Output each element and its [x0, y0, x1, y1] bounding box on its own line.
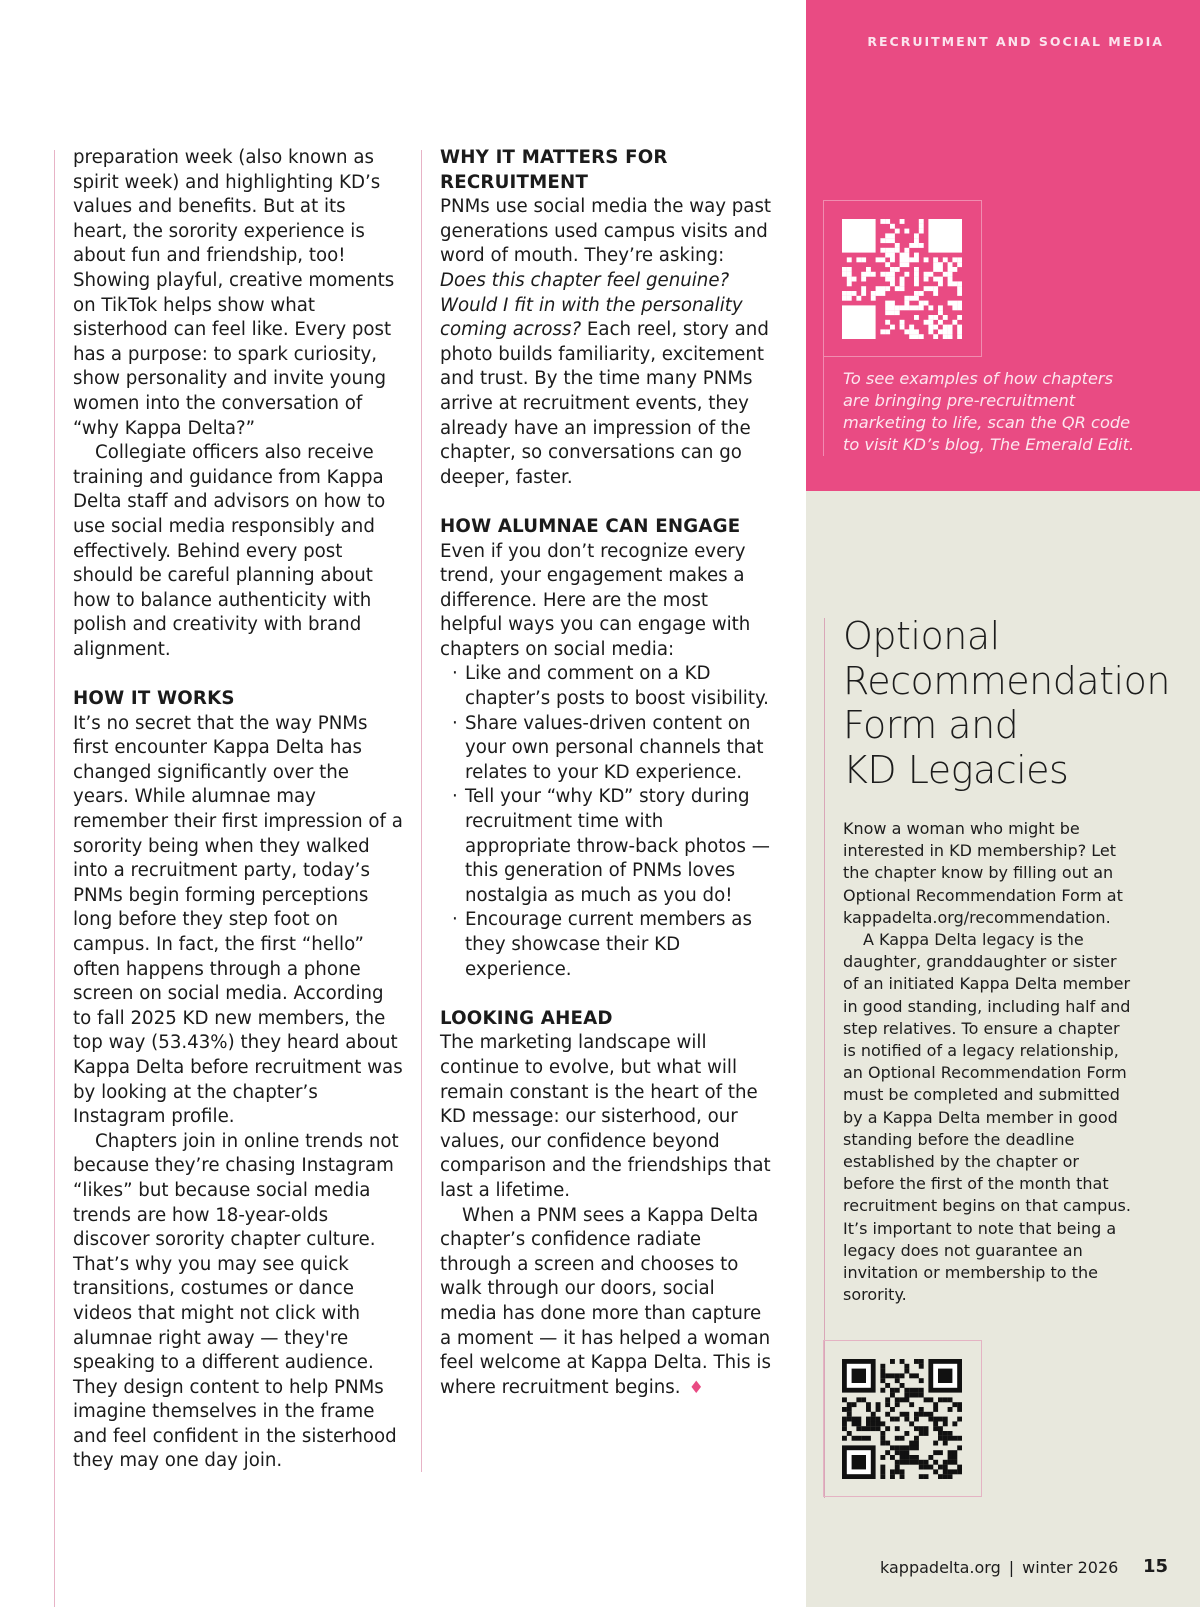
paragraph: [440, 1204, 772, 1401]
section-heading: WHY IT MATTERS FOR RECRUITMENT: [440, 147, 668, 193]
title-line: Form and: [843, 703, 1019, 747]
qr-code-frame: [823, 200, 982, 357]
diamond-end-mark-icon: ♦: [688, 1377, 704, 1398]
text-run: Each reel, story and photo builds familiarity, excitement and trust. By the time many PNMs arrive at recruitment events, they already have an impression of the chapter, so conversations can go deeper, faster.: [440, 319, 769, 488]
list-item: · Tell your “why KD” story during recruitment time with appropriate throw-back photos — this generation of PNMs loves nostalgia as much as you do!: [452, 785, 772, 908]
qr-code-icon[interactable]: [842, 219, 962, 339]
footer-issue: winter 2026: [1022, 1558, 1119, 1577]
column-rule-left: [54, 150, 55, 1607]
paragraph: Chapters join in online trends not because they’re chasing Instagram “likes” but because social media trends are how 18-year-olds discover sorority chapter culture. That’s why you may see quick transitions, costumes or dance videos that might not click with alumnae right away — they're speaking to a different audience. They design content to help PNMs imagine themselves in the frame and feel confident in the sisterhood they may one day join.: [73, 1130, 399, 1472]
footer-site: kappadelta.org: [880, 1558, 1001, 1577]
paragraph: Even if you don’t recognize every trend, your engagement makes a difference. Here are the most helpful ways you can engage with chapters on social media:: [440, 540, 751, 660]
italic-question: Does this chapter feel genuine? Would I fit in with the personality coming across?: [440, 269, 743, 341]
title-line: Optional: [843, 614, 1000, 658]
title-line: Recommendation: [843, 658, 1170, 703]
column-rule-middle: [421, 150, 422, 1472]
paragraph: Collegiate officers also receive training and guidance from Kappa Delta staff and advisors on how to use social media responsibly and effectively. Behind every post should be careful planning about how to balance authenticity with polish and creativity with brand alignment.: [73, 442, 386, 660]
qr-code-frame: [823, 1340, 982, 1497]
sidebar-title: [843, 614, 1183, 792]
footer-separator: |: [1008, 1558, 1015, 1577]
list-item: · Share values-driven content on your own personal channels that relates to your KD experience.: [452, 712, 772, 786]
paragraph: [440, 195, 772, 490]
paragraph: It’s no secret that the way PNMs first encounter Kappa Delta has changed significantly over the years. While alumnae may remember their first impression of a sorority being when they walked into a recruitment party, today’s PNMs begin forming perceptions long before they step foot on campus. In fact, the first “hello” often happens through a phone screen on social media. According to fall 2025 KD new members, the top way (53.43%) they heard about Kappa Delta before recruitment was by looking at the chapter’s Instagram profile.: [73, 712, 403, 1128]
article-column-1: [73, 146, 403, 1474]
text-run: PNMs use social media the way past generations used campus visits and word of mouth. They’re asking:: [440, 196, 772, 267]
qr-caption: To see examples of how chapters are bringing pre-recruitment marketing to life, scan the QR code to visit KD’s blog, The Emerald Edit.: [843, 369, 1135, 454]
engagement-list: [440, 662, 772, 982]
text-run: When a PNM sees a Kappa Delta chapter’s confidence radiate through a screen and chooses to walk through our doors, social media has done more than capture a moment — it has helped a woman feel welcome at Kappa Delta. This is where recruitment begins.: [440, 1204, 771, 1398]
qr-code-icon[interactable]: [842, 1359, 962, 1479]
page-number: 15: [1143, 1556, 1169, 1577]
section-label: RECRUITMENT AND SOCIAL MEDIA: [867, 34, 1164, 49]
sidebar-body: [843, 818, 1135, 1306]
footer: [880, 1558, 1118, 1577]
title-line: KD Legacies: [843, 747, 1069, 792]
paragraph: A Kappa Delta legacy is the daughter, granddaughter or sister of an initiated Kappa Delta member in good standing, including half and step relatives. To ensure a chapter is notified of a legacy relationship, an Optional Recommendation Form must be completed and submitted by a Kappa Delta member in good standing before the deadline established by the chapter or before the first of the month that recruitment begins on that campus. It’s important to note that being a legacy does not guarantee an invitation or membership to the sorority.: [843, 930, 1131, 1305]
paragraph: Know a woman who might be interested in KD membership? Let the chapter know by filling out an Optional Recommendation Form at kappadelta.org/recommendation.: [843, 819, 1123, 927]
section-heading: HOW IT WORKS: [73, 688, 235, 710]
article-column-2: [440, 146, 772, 1400]
list-item: · Encourage current members as they showcase their KD experience.: [452, 908, 772, 982]
section-heading: HOW ALUMNAE CAN ENGAGE: [440, 515, 741, 537]
paragraph: The marketing landscape will continue to evolve, but what will remain constant is the heart of the KD message: our sisterhood, our values, our confidence beyond comparison and the friendships that last a lifetime.: [440, 1032, 771, 1201]
section-heading: LOOKING AHEAD: [440, 1007, 613, 1029]
list-item: · Like and comment on a KD chapter’s posts to boost visibility.: [452, 662, 772, 711]
paragraph: preparation week (also known as spirit week) and highlighting KD’s values and benefits. But at its heart, the sorority experience is about fun and friendship, too! Showing playful, creative moments on TikTok helps show what sisterhood can feel like. Every post has a purpose: to spark curiosity, show personality and invite young women into the conversation of “why Kappa Delta?”: [73, 147, 395, 439]
